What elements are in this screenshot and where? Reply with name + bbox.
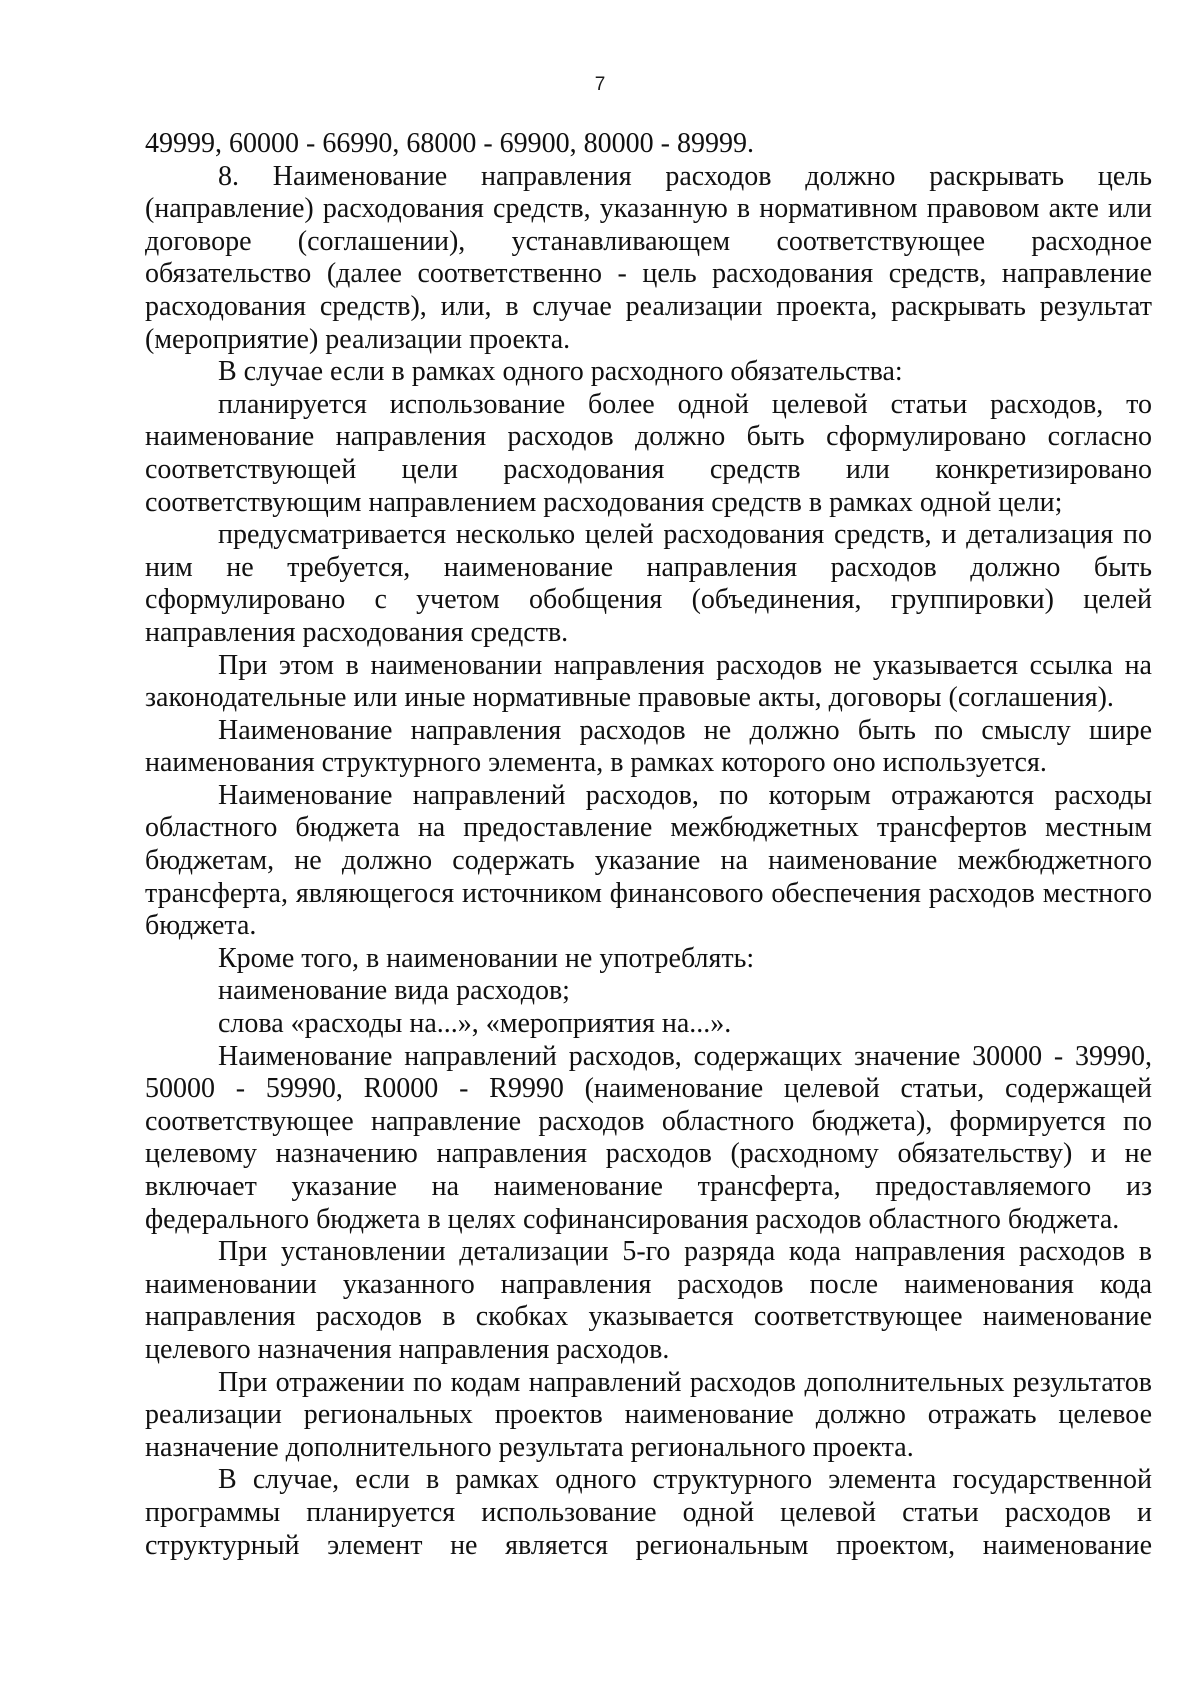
paragraph-continuation: 49999, 60000 - 66990, 68000 - 69900, 80000 - 89999. <box>145 128 754 159</box>
paragraph: наименование вида расходов; <box>218 975 570 1007</box>
paragraph: Наименование направлений расходов, содержащих значение 30000 - 39990, 50000 - 59990, R0000 - R9990 (наименование целевой статьи, содержащей соответствующее направление расходов областного бюджета), формируется по целевому назначению направления расходов (расходному обязательству) и не включает указание на наименование трансферта, предоставляемого из федерального бюджета в целях софинансирования расходов областного бюджета. <box>145 1040 1152 1235</box>
paragraph: При отражении по кодам направлений расходов дополнительных результатов реализации региональных проектов наименование должно отражать целевое назначение дополнительного результата регионального проекта. <box>145 1366 1152 1463</box>
paragraph: Кроме того, в наименовании не употреблять: <box>218 942 755 974</box>
paragraph: планируется использование более одной целевой статьи расходов, то наименование направления расходов должно быть сформулировано согласно соответствующей цели расходования средств или конкретизировано соответствующим направлением расходования средств в рамках одной цели; <box>145 388 1152 518</box>
paragraph: Наименование направления расходов не должно быть по смыслу шире наименования структурного элемента, в рамках которого оно используется. <box>145 714 1152 779</box>
paragraph: В случае если в рамках одного расходного обязательства: <box>218 356 903 388</box>
paragraph: При этом в наименовании направления расходов не указывается ссылка на законодательные или иные нормативные правовые акты, договоры (соглашения). <box>145 649 1152 714</box>
paragraph: При установлении детализации 5-го разряда кода направления расходов в наименовании указанного направления расходов после наименования кода направления расходов в скобках указывается соответствующее наименование целевого назначения направления расходов. <box>145 1236 1152 1365</box>
paragraph: Наименование направлений расходов, по которым отражаются расходы областного бюджета на предоставление межбюджетных трансфертов местным бюджетам, не должно содержать указание на наименование межбюджетного трансферта, являющегося источником финансового обеспечения расходов местного бюджета. <box>145 779 1152 942</box>
document-body <box>145 128 1152 1562</box>
page-number: 7 <box>594 74 606 95</box>
paragraph: предусматривается несколько целей расходования средств, и детализация по ним не требуется, наименование направления расходов должно быть сформулировано с учетом обобщения (объединения, группировки) целей направления расходования средств. <box>145 519 1152 648</box>
paragraph-item-8: 8. Наименование направления расходов должно раскрывать цель (направление) расходования средств, указанную в нормативном правовом акте или договоре (соглашении), устанавливающем соответствующее расходное обязательство (далее соответственно - цель расходования средств, направление расходования средств), или, в случае реализации проекта, раскрывать результат (мероприятие) реализации проекта. <box>145 160 1152 355</box>
paragraph-continues: В случае, если в рамках одного структурного элемента государственной программы планируется использование одной целевой статьи расходов и структурный элемент не является региональным проектом, наименование <box>145 1464 1152 1561</box>
paragraph: слова «расходы на...», «мероприятия на...». <box>218 1008 732 1040</box>
